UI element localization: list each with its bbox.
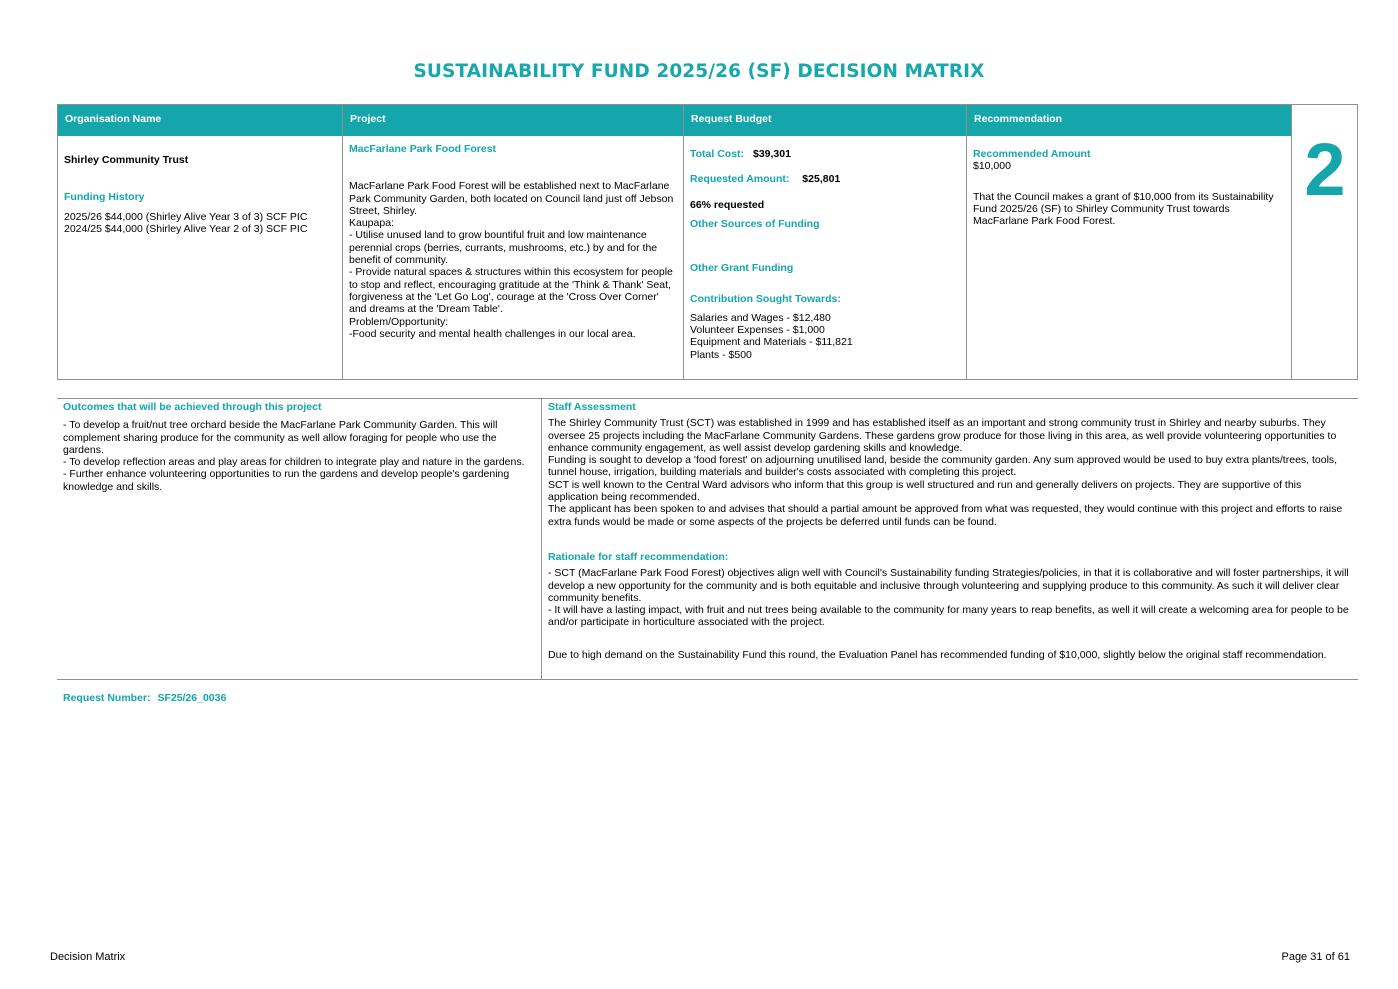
staff-assessment-text: The Shirley Community Trust (SCT) was established in 1999 and has established itself as an important and strong community trust in Shirley and nearby suburbs. They oversee 25 projects including the MacFarlane Community Gardens. These gardens grow produce for those living in this area, as well provide volunteering opportunities to enhance community engagement, as well assist develop gardening skills and knowledge. Funding is sought to develop a 'food forest' on adjourning unutilised land, beside the community garden. Any sum approved would be used to buy extra plants/trees, tools, tunnel house, irrigation, building materials and builder's costs associated with completing this project. SCT is well known to the Central Ward advisors who inform that this group is well structured and run and generally delivers on projects. They are supportive of this application being recommended. The applicant has been spoken to and advises that should a partial amount be approved from what was requested, they would continue with this project and efforts to raise extra funds would be made or some aspects of the projects be deferred until funds can be found. bbox=[548, 417, 1343, 528]
project-description: MacFarlane Park Food Forest will be established next to MacFarlane Park Community Garden, both located on Council land just off Jebson Street, Shirley. Kaupapa: - Utilise unused land to grow bountiful fruit and low maintenance perennial crops (berries, currants, mushrooms, etc.) by and for the benefit of community. - Provide natural spaces & structures within this ecosystem for people to stop and reflect, encouraging gratitude at the 'Think & Thank' Seat, forgiveness at the 'Let Go Log', courage at the 'Cross Over Corner' and dreams at the 'Dream Table'. Problem/Opportunity: -Food security and mental health challenges in our local area. bbox=[349, 180, 674, 340]
rationale-text: - SCT (MacFarlane Park Food Forest) objectives align well with Council's Sustainability funding Strategies/policies, in that it is collaborative and will foster partnerships, it will develop a new opportunity for the community and is both equitable and inclusive through volunteering and supplying produce to this community. As such it will deliver clear community benefits. - It will have a lasting impact, with fruit and nut trees being available to the community for many years to reap benefits, as well it will create a welcoming area for people to be and/or participate in horticulture associated with the project. bbox=[548, 567, 1349, 629]
staff-assessment-cell bbox=[548, 401, 1351, 661]
rank-number: 2 bbox=[1304, 128, 1346, 211]
contribution-item: Equipment and Materials - $11,821 bbox=[690, 336, 853, 349]
request-number-label: Request Number: bbox=[63, 692, 151, 704]
funding-history-item: 2024/25 $44,000 (Shirley Alive Year 2 of 3) SCF PIC bbox=[64, 222, 308, 235]
percent-requested: 66% requested bbox=[690, 198, 765, 211]
recommended-amount: $10,000 bbox=[973, 160, 1011, 173]
header-recommendation: Recommendation bbox=[967, 105, 1292, 136]
other-grant-label: Other Grant Funding bbox=[690, 262, 794, 275]
project-name: MacFarlane Park Food Forest bbox=[349, 143, 497, 155]
total-cost-value: $39,301 bbox=[752, 148, 791, 160]
decision-matrix-table bbox=[57, 104, 1358, 380]
contribution-item: Salaries and Wages - $12,480 bbox=[690, 311, 831, 324]
request-number-value: SF25/26_0036 bbox=[157, 692, 227, 704]
recommended-amount-label: Recommended Amount bbox=[973, 148, 1091, 160]
contribution-item: Plants - $500 bbox=[690, 348, 752, 361]
header-organisation: Organisation Name bbox=[58, 105, 343, 136]
recommendation-cell bbox=[967, 136, 1292, 379]
contribution-label: Contribution Sought Towards: bbox=[690, 293, 841, 306]
requested-label: Requested Amount: bbox=[690, 173, 790, 186]
project-cell bbox=[343, 136, 684, 379]
request-number bbox=[63, 692, 226, 704]
funding-history-label: Funding History bbox=[64, 191, 145, 204]
contribution-item: Volunteer Expenses - $1,000 bbox=[690, 324, 825, 337]
outcomes-text: - To develop a fruit/nut tree orchard beside the MacFarlane Park Community Garden. This will complement sharing produce for the community as well allow foraging for people who use the gardens. - To develop reflection areas and play areas for children to integrate play and nature in the gardens. - Further enhance volunteering opportunities to run the gardens and develop people's gardening knowledge and skills. bbox=[63, 419, 525, 493]
recommendation-text: That the Council makes a grant of $10,000 from its Sustainability Fund 2025/26 (SF) to Shirley Community Trust towards MacFarlane Park Food Forest. bbox=[973, 190, 1274, 228]
staff-assessment-label: Staff Assessment bbox=[548, 401, 636, 413]
requested-value: $25,801 bbox=[802, 173, 841, 186]
funding-history-list bbox=[64, 211, 337, 236]
organisation-name: Shirley Community Trust bbox=[64, 154, 189, 166]
panel-note: Due to high demand on the Sustainability Fund this round, the Evaluation Panel has recommended funding of $10,000, slightly below the original staff recommendation. bbox=[548, 648, 1327, 661]
other-sources-label: Other Sources of Funding bbox=[690, 217, 820, 230]
contribution-list bbox=[690, 312, 961, 361]
header-project: Project bbox=[343, 105, 684, 136]
header-budget: Request Budget bbox=[684, 105, 967, 136]
rationale-label: Rationale for staff recommendation: bbox=[548, 550, 729, 563]
page-title: SUSTAINABILITY FUND 2025/26 (SF) DECISION MATRIX bbox=[413, 61, 985, 82]
outcomes-cell bbox=[63, 401, 535, 493]
requested-row bbox=[690, 173, 961, 185]
footer-page-number: Page 31 of 61 bbox=[1281, 951, 1350, 963]
total-cost-label: Total Cost: bbox=[690, 148, 745, 160]
outcomes-label: Outcomes that will be achieved through this project bbox=[63, 401, 322, 413]
assessment-section bbox=[57, 398, 1358, 680]
organisation-cell bbox=[58, 136, 343, 379]
total-cost-row bbox=[690, 148, 961, 160]
budget-cell bbox=[684, 136, 967, 379]
footer-document-name: Decision Matrix bbox=[50, 951, 126, 963]
funding-history-item: 2025/26 $44,000 (Shirley Alive Year 3 of 3) SCF PIC bbox=[64, 210, 308, 223]
